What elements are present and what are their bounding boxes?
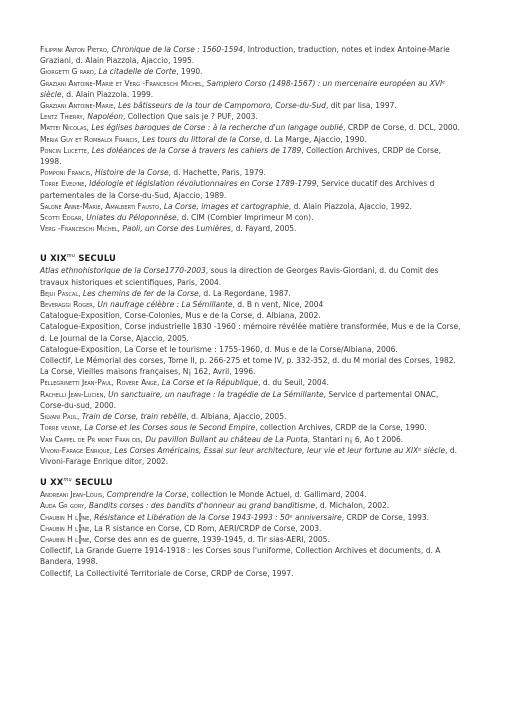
section-19th-century (40, 251, 463, 467)
entry-title: Histoire de la Corse (92, 168, 169, 178)
entry-author: Graziani Antoine-Marie, (40, 101, 116, 111)
bib-entry (40, 422, 463, 433)
entry-author: Chaubin H l╠ne, (40, 512, 92, 522)
bib-entry (40, 167, 463, 178)
bib-entry (40, 134, 463, 145)
entry-details: , collection le Monde Actuel, d. Gallimard, 2004. (186, 490, 367, 500)
bib-entry (40, 223, 463, 234)
entry-details: , sous la direction de Georges Ravis-Giordani, d. du Comit des travaux historiques et scientifiques, Paris, 2004. (40, 266, 439, 287)
entry-details: , d. La Regordane, 1987. (198, 288, 291, 298)
entry-author: Van Cappel de Pr mont Fran ois, (40, 434, 143, 444)
entry-author: Chaubin H l╠ne, (40, 523, 92, 533)
bib-entry (40, 489, 463, 500)
heading-superscript: mu (63, 477, 72, 484)
entry-details: , d. Fayard, 2005. (230, 224, 297, 234)
entry-author: Andreani Jean-Louis, (40, 490, 105, 500)
entry-details: , d. B n vent, Nice, 2004 (232, 300, 324, 310)
entry-title: Résistance et Libération de la Corse 1943-1993 : 50ᵉ anniversaire (91, 512, 342, 522)
bib-entry (40, 100, 463, 111)
entry-title: Les doléances de la Corse à travers les cahiers de 1789 (89, 145, 302, 155)
bib-entry (40, 321, 463, 343)
heading-superscript: mu (66, 253, 76, 260)
bib-entry (40, 288, 463, 299)
entry-details: , d. Albiana, Ajaccio, 2005. (186, 412, 287, 422)
entry-title: La Corse, images et cartographie (161, 201, 289, 211)
bib-entry (40, 434, 463, 445)
bib-entry (40, 411, 463, 422)
entry-title: Uniates du Péloponnèse (83, 213, 177, 223)
entry-details: La Corse, Vieilles maisons françaises, N¡ 162, Avril, 1996. (40, 367, 256, 377)
heading-main: U XX (40, 476, 64, 487)
bib-entry (40, 299, 463, 310)
bib-entry (40, 545, 463, 567)
entry-author: Salone Anne-Marie, Amalberti Fausto, (40, 201, 162, 211)
entry-details: , d. Vivoni-Farage Enrique ditor, 2002. (40, 445, 458, 466)
entry-details: , d. Michalon, 2002. (315, 501, 390, 511)
entry-title: La Corse et les Corses sous le Second Empire (82, 423, 256, 433)
entry-author: Poncin Lucette, (40, 145, 90, 155)
entry-details: , d. Alain Piazzola, Ajaccio, 1992. (288, 201, 413, 211)
bib-entry (40, 122, 463, 133)
section-20th-century (40, 475, 463, 579)
entry-details: , Service ducatif des Archives d partementales de la Corse-du-Sud, Ajaccio, 1989. (40, 179, 435, 200)
entry-details: , d. Alain Piazzola. 1999. (61, 89, 154, 99)
entry-details: Collectif, La Grande Guerre 1914-1918 : les Corses sous l'uniforme, Collection Archives et documents, d. A Bandera, 1998. (40, 546, 441, 567)
heading-suffix: SECULU (71, 476, 113, 487)
entry-details: , collection Archives, CRDP de la Corse, 1990. (255, 423, 427, 433)
entry-author: Pomponi Francis, (40, 168, 93, 178)
entry-author: Auda Gr gory, (40, 501, 87, 511)
entry-details: Catalogue-Exposition, La Corse et le tourisme : 1755-1960, d. Mus e de la Corse/Albiana, 2006. (40, 344, 398, 354)
entry-title: Napoléon (84, 112, 123, 122)
entry-author: Torre velyne, (40, 423, 83, 433)
entry-title: Sampiero Corso (1498-1567) : un mercenaire européen au XVIᵉ siècle (40, 78, 446, 99)
entry-details: , Service d partemental ONAC, Corse-du-sud, 2000. (40, 389, 439, 410)
entry-author: Lentz Thierry, (40, 112, 85, 122)
bib-entry (40, 389, 463, 411)
entry-author: Meria Guy et Rombaldi Francis, (40, 134, 140, 144)
bib-entry (40, 512, 463, 523)
heading-suffix: SECULU (75, 253, 117, 264)
entry-author: Pellegrinetti Jean-Paul, Rovere Ange, (40, 378, 160, 388)
bib-entry (40, 145, 463, 167)
bib-entry (40, 445, 463, 467)
entry-title: Les bâtisseurs de la tour de Campomoro, Corse-du-Sud (115, 101, 326, 111)
entry-author: Giorgetti G rard, (40, 67, 97, 77)
entry-details: , Collection Archives, CRDP de Corse, 1998. (40, 145, 441, 167)
entry-details: Catalogue-Exposition, Corse industrielle 1830 -1960 : mémoire révélée matière transformée, Mus e de la Corse, d. Le Journal de la Corse, Ajaccio, 2005. (40, 322, 461, 343)
bib-entry (40, 201, 463, 212)
entry-title: Comprendre la Corse (104, 490, 187, 500)
entry-author: Rachelli Jean-Lucien, (40, 389, 106, 399)
entry-author: Filippini Anton Pietro, (40, 45, 110, 54)
bib-entry (40, 523, 463, 534)
entry-author: Scotti Edgar, (40, 213, 84, 223)
entry-title: Bandits corses : des bandits d'honneur au grand banditisme (86, 501, 316, 511)
entry-author: Vivoni-Farage Enrique, (40, 445, 113, 455)
bib-entry (40, 366, 463, 377)
entry-details: Catalogue-Exposition, Corse-Colonies, Mus e de la Corse, d. Albiana, 2002. (40, 311, 321, 321)
entry-author: Silvani Paul, (40, 412, 80, 422)
bib-entry (40, 534, 463, 545)
bib-entry (40, 178, 463, 200)
entry-title: Les tours du littoral de la Corse (139, 134, 261, 144)
entry-details: , dit par Iisa, 1997. (325, 101, 397, 111)
entry-details: Collectif, La Collectivité Territoriale de Corse, CRDP de Corse, 1997. (40, 568, 294, 578)
entry-details: , Collection Que sais je ? PUF, 2003. (122, 112, 258, 122)
entry-title: La citadelle de Corte (96, 67, 177, 77)
entry-author: Beveraggi Roger, (40, 300, 96, 310)
bib-entry (40, 111, 463, 122)
entry-title: Train de Corse, train rebèlle (79, 412, 187, 422)
entry-author: Chaubin H l╠ne, (40, 534, 92, 544)
entry-title: Chronique de la Corse : 1560-1594 (109, 45, 243, 54)
bib-entry (40, 344, 463, 355)
entry-details: , d. CIM (Combier Imprimeur M con). (176, 213, 314, 223)
entry-details: Collectif, Le Mémorial des corses, Tome II, p. 266-275 et tome IV, p. 332-352, d. du M morial des Corses, 1982. (40, 356, 456, 366)
entry-author: Bejui Pascal, (40, 288, 81, 298)
bib-entry (40, 66, 463, 77)
entry-title: Un sanctuaire, un naufrage : la tragédie de La Sémillante (105, 389, 324, 399)
bib-entry (40, 78, 463, 100)
entry-title: Du pavillon Bullant au château de La Punta (143, 434, 308, 444)
entry-title: Idéologie et législation révolutionnaires en Corse 1789-1799 (86, 179, 317, 189)
entry-author: Torre Evelyne, (40, 179, 87, 189)
entry-details: , Introduction, traduction, notes et index Antoine-Marie Graziani, d. Alain Piazzola, Ajaccio, 1995. (40, 45, 450, 66)
bib-entry (40, 212, 463, 223)
bib-entry (40, 310, 463, 321)
bib-entry (40, 500, 463, 511)
entry-title: La Corse et la République (159, 378, 259, 388)
entry-details: , CRDP de Corse, d. DCL, 2000. (343, 123, 460, 133)
entry-title: Paoli, un Corse des Lumières (119, 224, 231, 234)
entry-title: Les églises baroques de Corse : à la recherche d'un langage oublié (88, 123, 344, 133)
entry-title: Un naufrage célèbre : La Sémillante (95, 300, 233, 310)
bib-entry (40, 355, 463, 366)
section-heading (40, 251, 463, 264)
bib-entry (40, 568, 463, 579)
entry-title: Les Corses Américains, Essai sur leur architecture, leur vie et leur fortune au XIXᵉ siècle (112, 445, 446, 455)
bib-entry (40, 44, 463, 66)
entry-details: , d. La Marge, Ajaccio, 1990. (260, 134, 367, 144)
entry-author: Graziani Antoine-Marie et Verg -Franceschi Michel, (40, 78, 205, 88)
entry-details: , 1990. (176, 67, 203, 77)
entry-title: Atlas ethnohistorique de la Corse1770-2003 (40, 266, 206, 276)
bib-entry (40, 377, 463, 388)
entry-author: Mattei Nicolas, (40, 123, 89, 133)
entry-title: Les chemins de fer de la Corse (80, 288, 199, 298)
bib-entry (40, 265, 463, 287)
entry-details: Corse des ann es de guerre, 1939-1945, d. Tir sias-AERI, 2005. (91, 534, 330, 544)
entry-details: , d. du Seuil, 2004. (258, 378, 329, 388)
heading-main: U XIX (40, 253, 67, 264)
entry-details: , Stantari n¡ 6, Ao t 2006. (307, 434, 404, 444)
entry-details: , d. Hachette, Paris, 1979. (168, 168, 266, 178)
entry-author: Verg -Franceschi Michel, (40, 224, 120, 234)
bibliography-list-general (40, 44, 463, 234)
entry-details: La R sistance en Corse, CD Rom, AERI/CRDP de Corse, 2003. (91, 523, 322, 533)
section-heading (40, 475, 463, 488)
entry-details: , CRDP de Corse, 1993. (341, 512, 430, 522)
